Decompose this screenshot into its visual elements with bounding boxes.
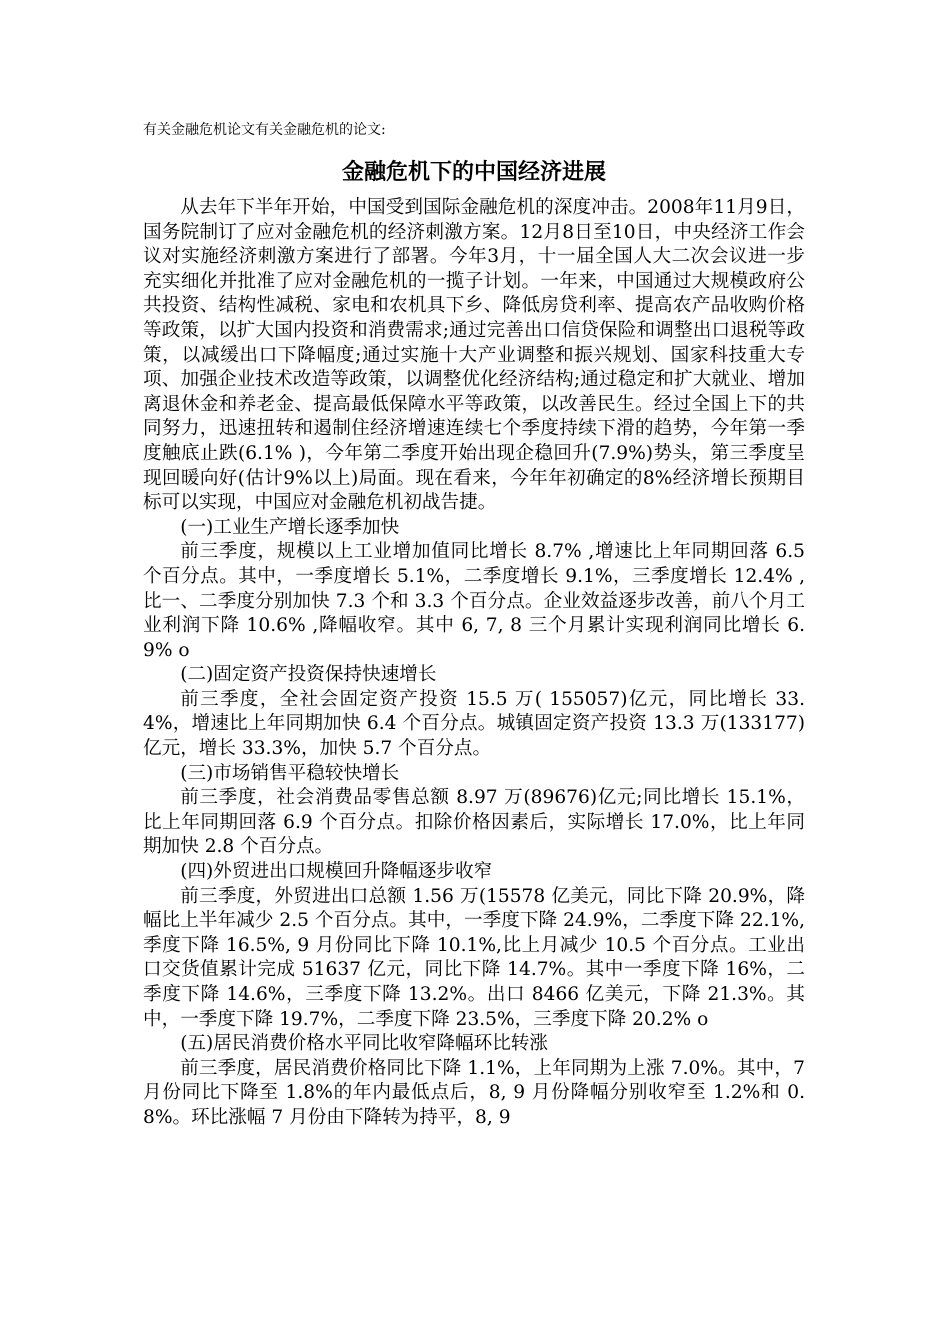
section-heading-prices: (五)居民消费价格水平同比收窄降幅环比转涨 — [180, 1033, 548, 1055]
section-heading-industry: (一)工业生产增长逐季加快 — [180, 516, 400, 538]
section-body-investment: 前三季度，全社会固定资产投资 15.5 万( 155057)亿元，同比增长 33.4%，增速比上年同期加快 6.4 个百分点。城镇固定资产投资 13.3 万(133177)亿元，增长 33.3%，加快 5.7 个百分点。 — [143, 688, 805, 760]
section-body-prices: 前三季度，居民消费价格同比下降 1.1%，上年同期为上涨 7.0%。其中，7 月份同比下降至 1.8%的年内最低点后，8, 9 月份降幅分别收窄至 1.2%和 0.8%。环比涨幅 7 月份由下降转为持平，8, 9 — [143, 1057, 805, 1128]
section-body-retail: 前三季度，社会消费品零售总额 8.97 万(89676)亿元;同比增长 15.1%，比上年同期回落 6.9 个百分点。扣除价格因素后，实际增长 17.0%，比上年同期加快 2.8 个百分点。 — [143, 787, 805, 858]
document-title: 金融危机下的中国经济进展 — [341, 160, 606, 185]
section-heading-retail: (三)市场销售平稳较快增长 — [180, 762, 400, 784]
intro-paragraph: 从去年下半年开始，中国受到国际金融危机的深度冲击。2008年11月9日，国务院制订了应对金融危机的经济刺激方案。12月8日至10日，中央经济工作会议对实施经济刺激方案进行了部署。今年3月，十一届全国人大二次会议进一步充实细化并批准了应对金融危机的一揽子计划。一年来，中国通过大规模政府公共投资、结构性减税、家电和农机具下乡、降低房贷利率、提高农产品收购价格等政策，以扩大国内投资和消费需求;通过完善出口信贷保险和调整出口退税等政策，以减缓出口下降幅度;通过实施十大产业调整和振兴规划、国家科技重大专项、加强企业技术改造等政策，以调整优化经济结构;通过稳定和扩大就业、增加离退休金和养老金、提高最低保障水平等政策，以改善民生。经过全国上下的共同努力，迅速扭转和遏制住经济增速连续七个季度持续下滑的趋势，今年第一季度触底止跌(6.1% )，今年第二季度开始出现企稳回升(7.9%)势头，第三季度呈现回暖向好(估计9%以上)局面。现在看来，今年年初确定的8%经济增长预期目标可以实现，中国应对金融危机初战告捷。 — [143, 197, 805, 514]
section-body-industry: 前三季度，规模以上工业增加值同比增长 8.7% ,增速比上年同期回落 6.5 个百分点。其中，一季度增长 5.1%，二季度增长 9.1%，三季度增长 12.4% ,比一、二季度分别加快 7.3 个和 3.3 个百分点。企业效益逐步改善，前八个月工业利润下降 10.6% ,降幅收窄。其中 6, 7, 8 三个月累计实现利润同比增长 6.9% o — [143, 541, 805, 661]
document-page — [143, 120, 805, 1131]
section-heading-trade: (四)外贸进出口规模回升降幅逐步收窄 — [180, 861, 493, 883]
document-header: 有关金融危机论文有关金融危机的论文: — [143, 122, 386, 138]
section-body-trade: 前三季度，外贸进出口总额 1.56 万(15578 亿美元，同比下降 20.9%，降幅比上半年减少 2.5 个百分点。其中，一季度下降 24.9%，二季度下降 22.1%,季度下降 16.5%, 9 月份同比下降 10.1%,比上月减少 10.5 个百分点。工业出口交货值累计完成 51637 亿元，同比下降 14.7%。其中一季度下降 16%，二季度下降 14.6%，三季度下降 13.2%。出口 8466 亿美元，下降 21.3%。其中，一季度下降 19.7%，二季度下降 23.5%，三季度下降 20.2% o — [143, 885, 805, 1030]
section-heading-investment: (二)固定资产投资保持快速增长 — [180, 664, 437, 686]
